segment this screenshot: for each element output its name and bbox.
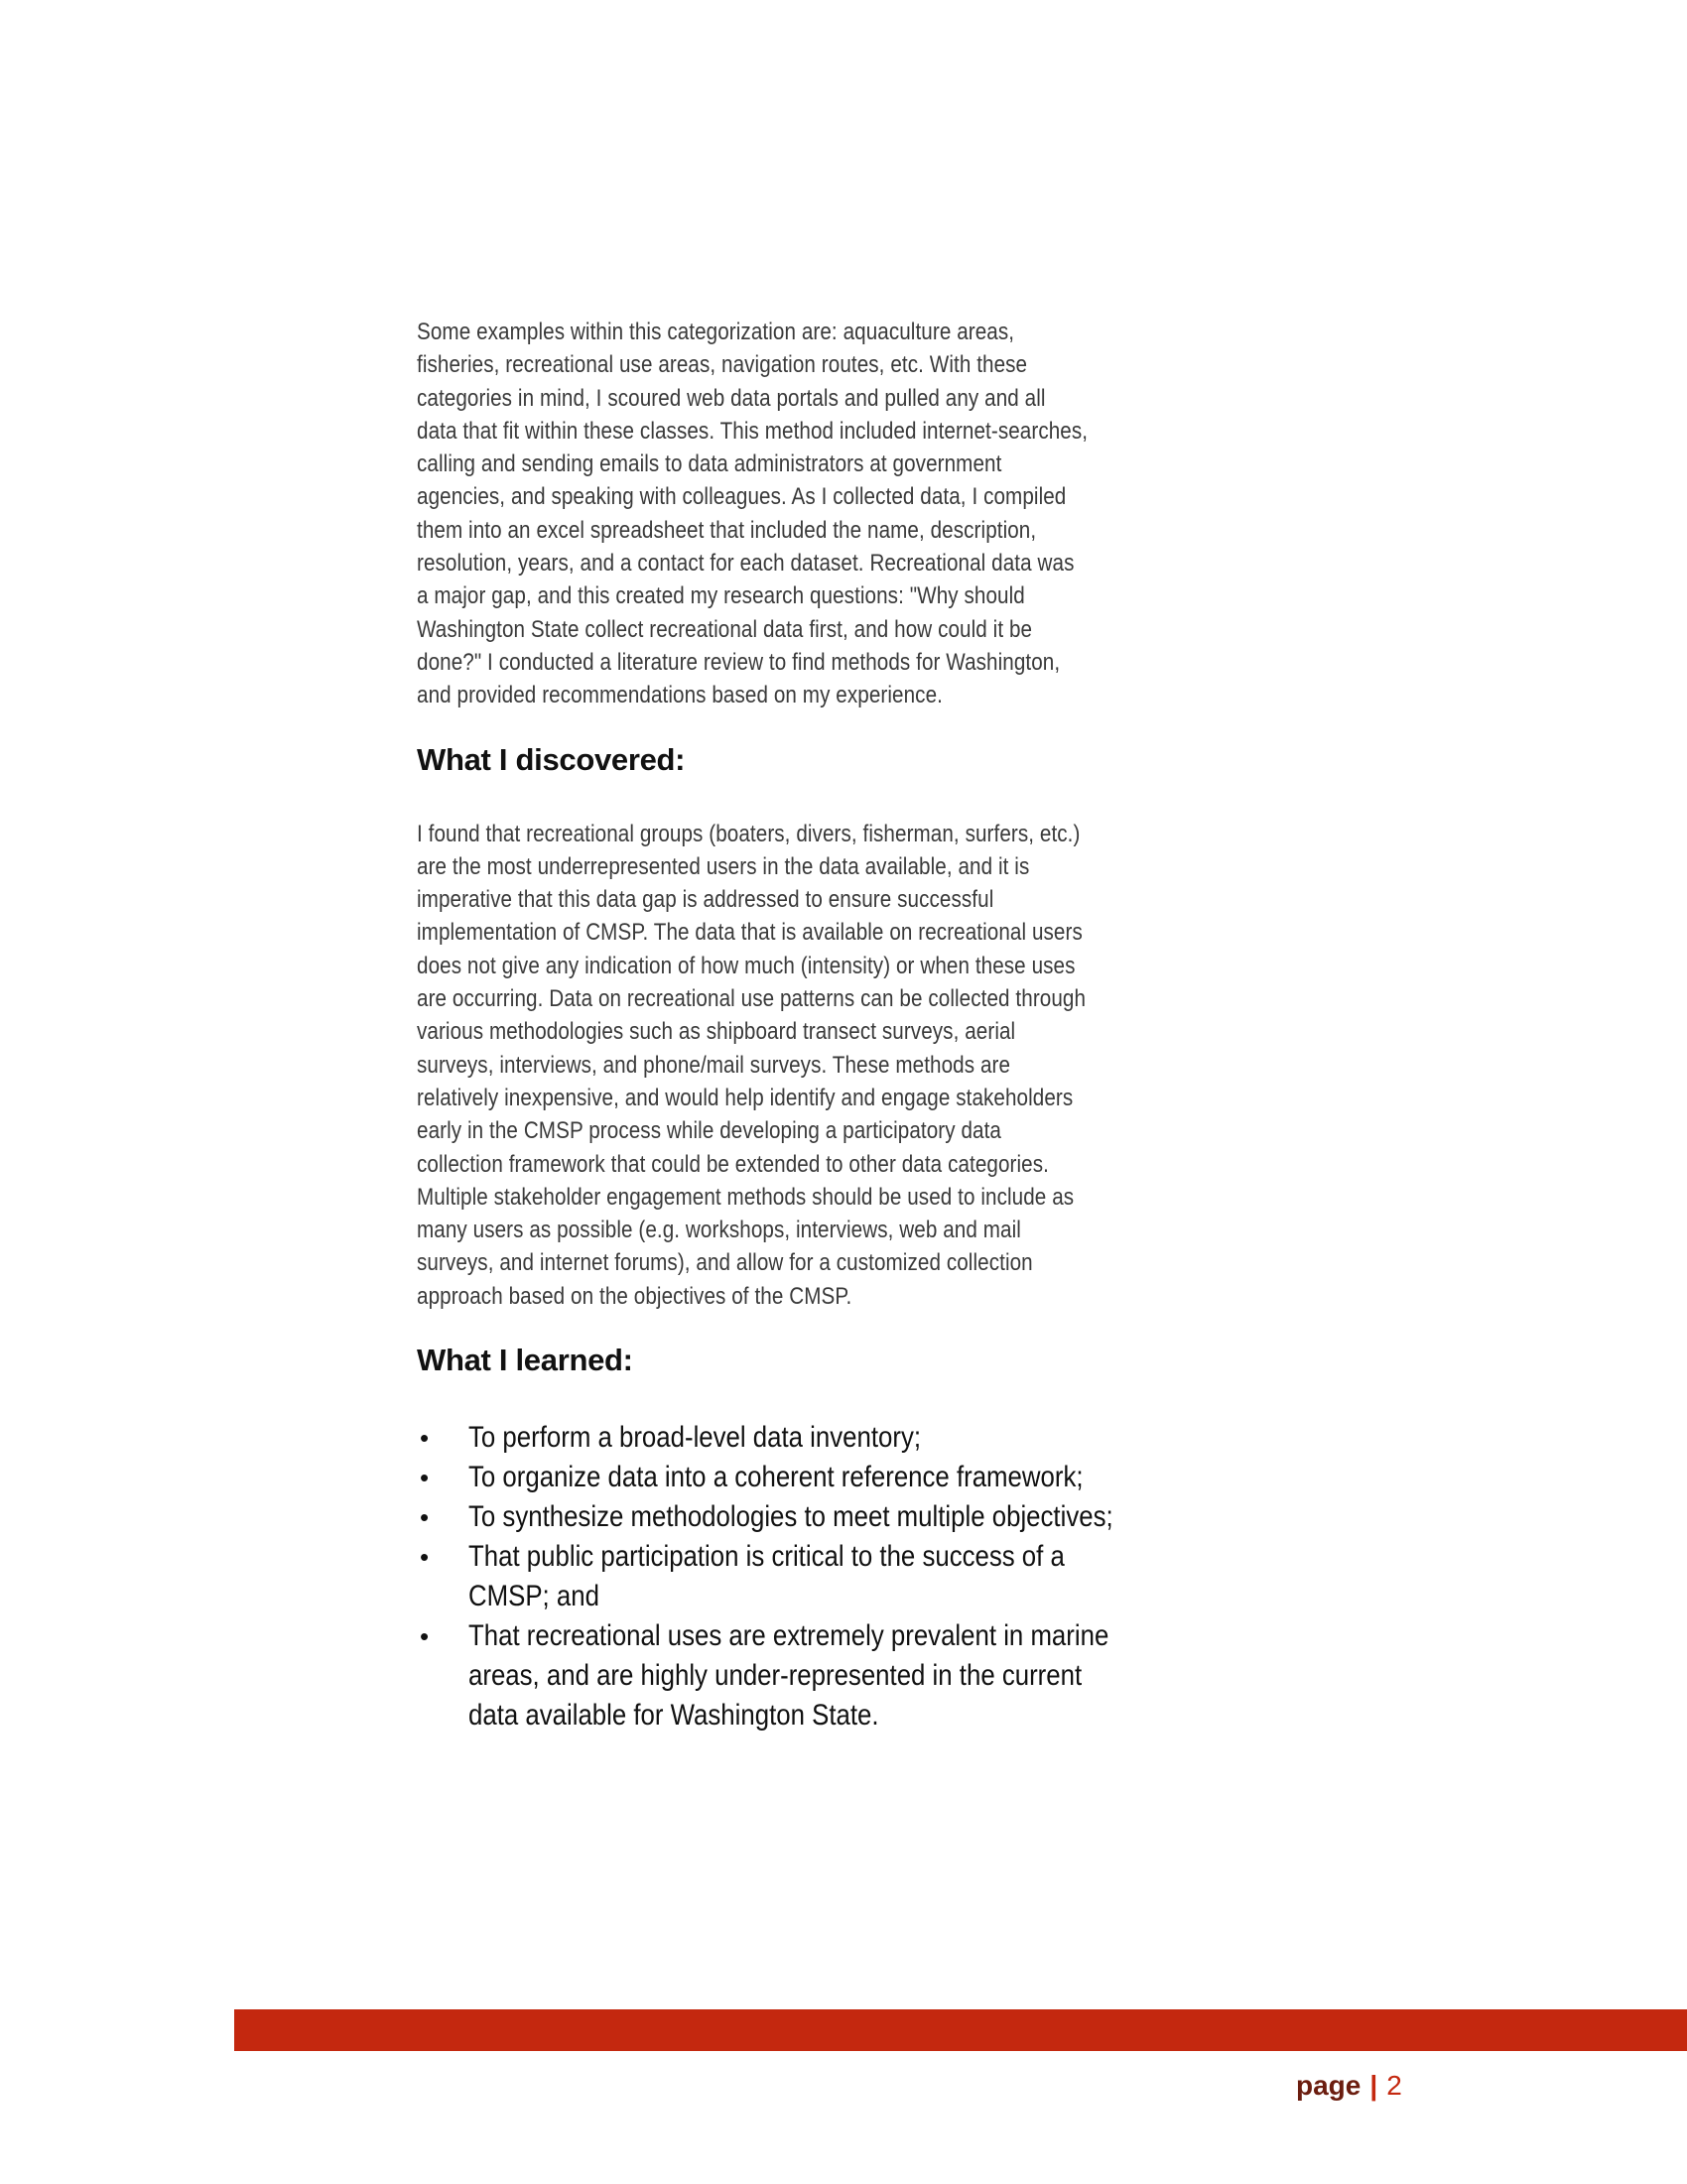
learned-list (417, 1418, 1113, 1735)
list-item (417, 1418, 1092, 1458)
paragraph-discoveries: I found that recreational groups (boaters, divers, fisherman, surfers, etc.) are the most underrepresented users in the data available, and it is imperative that this data gap is addressed to ensure successful implementation of CMSP. The data that is available on recreational users does not give any indication of how much (intensity) or when these uses are occurring. Data on recreational use patterns can be collected through various methodologies such as shipboard transect surveys, aerial surveys, interviews, and phone/mail surveys. These methods are relatively inexpensive, and would help identify and engage stakeholders early in the CMSP process while developing a participatory data collection framework that could be extended to other data categories. Multiple stakeholder engagement methods should be used to include as many users as possible (e.g. workshops, interviews, web and mail surveys, and internet forums), and allow for a customized collection approach based on the objectives of the CMSP. (417, 820, 1087, 1310)
list-item-text: To perform a broad-level data inventory; (468, 1421, 922, 1455)
page-number-footer (1296, 2070, 1402, 2102)
bullet-icon: • (420, 1463, 430, 1493)
bullet-icon: • (420, 1621, 430, 1652)
list-item-text: To synthesize methodologies to meet multiple objectives; (468, 1500, 1113, 1534)
list-item-text: That public participation is critical to the success of a CMSP; and (468, 1540, 1065, 1613)
main-content (417, 316, 1113, 1735)
list-item (417, 1616, 1109, 1735)
list-item (417, 1537, 1092, 1616)
bullet-icon: • (420, 1502, 430, 1533)
bullet-icon: • (420, 1542, 430, 1573)
bullet-icon: • (420, 1423, 430, 1454)
page-separator: | (1369, 2070, 1378, 2101)
list-item (417, 1497, 1113, 1537)
list-item-text: To organize data into a coherent reference framework; (468, 1461, 1084, 1494)
paragraph-methods: Some examples within this categorization are: aquaculture areas, fisheries, recreational use areas, navigation routes, etc. With these categories in mind, I scoured web data portals and pulled any and all data that fit within these classes. This method included internet-searches, calling and sending emails to data administrators at government agencies, and speaking with colleagues. As I collected data, I compiled them into an excel spreadsheet that included the name, description, resolution, years, and a contact for each dataset. Recreational data was a major gap, and this created my research questions: "Why should Washington State collect recreational data first, and how could it be done?" I conducted a literature review to find methods for Washington, and provided recommendations based on my experience. (417, 319, 1089, 709)
list-item-text: That recreational uses are extremely prevalent in marine areas, and are highly under-represented in the current data available for Washington State. (468, 1619, 1109, 1733)
heading-what-i-learned: What I learned: (417, 1343, 633, 1378)
page-label: page (1296, 2070, 1362, 2101)
footer-accent-bar (234, 2009, 1687, 2051)
list-item (417, 1458, 1092, 1497)
page-number: 2 (1386, 2070, 1402, 2101)
heading-what-i-discovered: What I discovered: (417, 741, 686, 777)
